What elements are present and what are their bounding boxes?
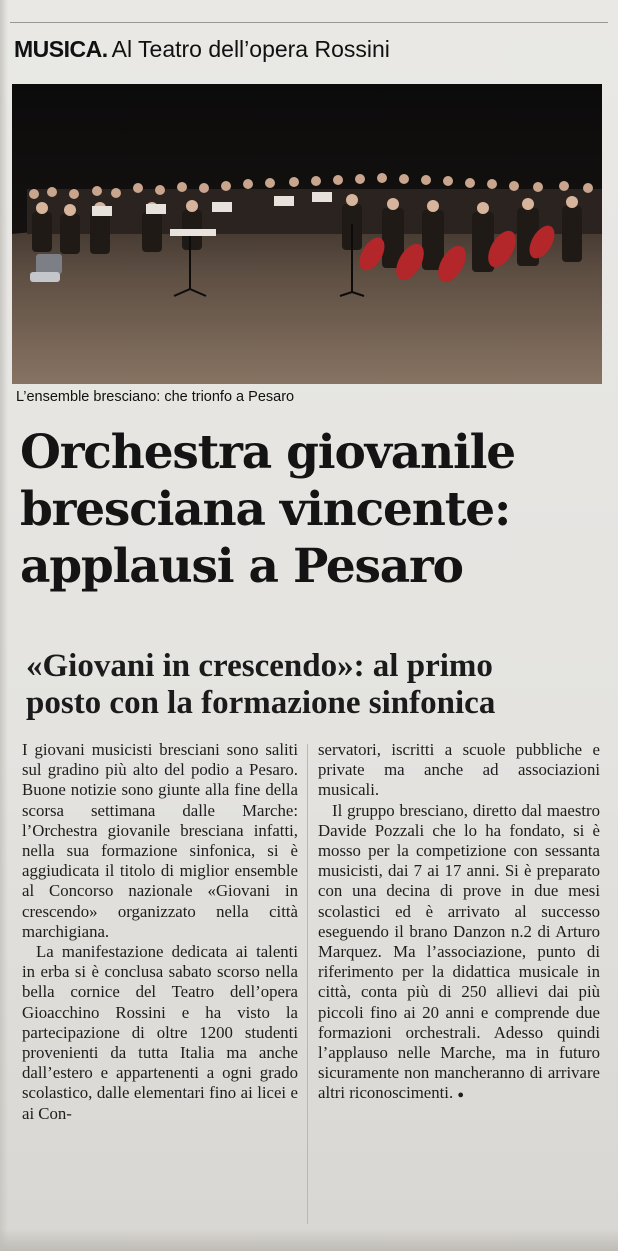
article-column-left [22, 740, 298, 1124]
article-paragraph: I giovani musicisti bresciani sono saliti sul gradino più alto del podio a Pesaro. Buone notizie sono giunte alla fine della scorsa settimana dalle Marche: l’Orchestra giovanile bresciana infatti, nella sua formazione sinfonica, si è aggiudicata il titolo di miglior ensemble al Concorso nazionale «Giovani in crescendo» organizzato nella città marchigiana. [22, 740, 298, 941]
headline-line: Orchestra giovanile [20, 425, 515, 480]
article-column-right [318, 740, 600, 1106]
headline [20, 424, 600, 595]
photo-caption: L’ensemble bresciano: che trionfo a Pesaro [16, 389, 295, 405]
column-divider [307, 744, 308, 1224]
headline-line: applausi a Pesaro [20, 539, 463, 594]
headline-line: bresciana vincente: [20, 482, 511, 537]
page-bottom-shadow [0, 1229, 618, 1251]
end-mark-icon: ● [457, 1089, 465, 1102]
orchestra-photo-illustration [12, 84, 602, 384]
subheadline-line: «Giovani in crescendo»: al primo [26, 648, 493, 684]
article-paragraph [318, 801, 600, 1106]
subheadline [26, 648, 606, 722]
kicker-subtitle: Al Teatro dell’opera Rossini [111, 36, 390, 62]
section-label: MUSICA. [14, 36, 108, 62]
article-paragraph: servatori, iscritti a scuole pubbliche e private ma anche ad associazioni musicali. [318, 740, 600, 800]
article-paragraph-text: Il gruppo bresciano, diretto dal maestro Davide Pozzali che lo ha fondato, si è mosso per la competizione con sessanta musicisti, dai 7 ai 17 anni. Si è preparato con una decina di prove in due mesi scolastici ed è arrivato al successo eseguendo il brano Danzon n.2 di Arturo Marquez. Ma l’associazione, punto di riferimento per la didattica musicale in città, conta più di 250 allievi dai più piccoli fino ai 20 anni e comprende due formazioni orchestrali. Adesso quindi l’applauso nelle Marche, ma in futuro sicuramente non mancheranno di arrivare altri riconoscimenti. [318, 800, 600, 1103]
top-rule [10, 22, 608, 23]
article-paragraph: La manifestazione dedicata ai talenti in erba si è conclusa sabato scorso nella bella cornice del Teatro dell’opera Gioacchino Rossini e ha visto la partecipazione di oltre 1200 studenti provenienti da tutta Italia ma anche dall’estero e appartenenti a ogni grado scolastico, dalle elementari fino ai licei e ai Con- [22, 942, 298, 1123]
orchestra-photo [12, 84, 602, 384]
page-edge-shadow [0, 0, 8, 1251]
section-kicker [14, 36, 390, 63]
subheadline-line: posto con la formazione sinfonica [26, 685, 496, 721]
